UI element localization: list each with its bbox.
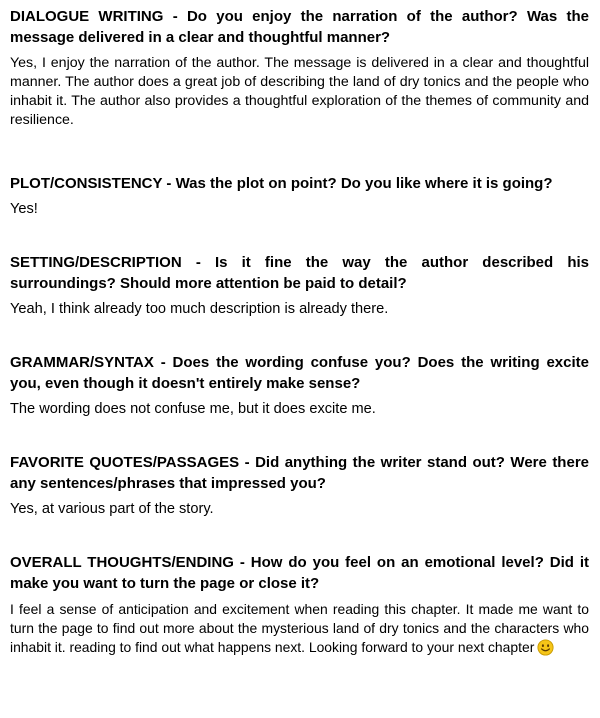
section-answer: [10, 600, 589, 661]
section-answer: Yes, at various part of the story.: [10, 501, 214, 517]
spacer: [10, 419, 589, 452]
section-favorite-quotes: [10, 452, 589, 519]
section-heading: OVERALL THOUGHTS/ENDING - How do you feel on an emotional level? Did it make you want to turn the page or close it?: [10, 554, 589, 592]
section-heading: FAVORITE QUOTES/PASSAGES - Did anything the writer stand out? Were there any sentences/phrases that impressed you?: [10, 454, 589, 492]
section-setting-description: [10, 252, 589, 319]
section-overall-thoughts: [10, 552, 589, 661]
spacer: [10, 219, 589, 252]
review-document: [10, 6, 589, 661]
smiling-face-icon: [537, 639, 554, 661]
section-answer-text: I feel a sense of anticipation and excitement when reading this chapter. It made me want to turn the page to find out more about the mysterious land of dry tonics and the characters who inhabit it. reading to find out what happens next. Looking forward to your next chapter: [10, 601, 589, 655]
section-answer: Yes!: [10, 201, 38, 217]
section-answer: Yes, I enjoy the narration of the author. The message is delivered in a clear and thoughtful manner. The author does a great job of describing the land of dry tonics and the people who inhabit it. The author also provides a thoughtful exploration of the themes of community and resilience.: [10, 55, 589, 128]
section-plot-consistency: [10, 173, 589, 219]
section-heading: DIALOGUE WRITING - Do you enjoy the narration of the author? Was the message delivered in a clear and thoughtful manner?: [10, 8, 589, 46]
section-answer: The wording does not confuse me, but it does excite me.: [10, 401, 376, 417]
section-heading: PLOT/CONSISTENCY - Was the plot on point? Do you like where it is going?: [10, 175, 553, 192]
section-answer: Yeah, I think already too much description is already there.: [10, 301, 389, 317]
spacer: [10, 519, 589, 552]
spacer: [10, 130, 589, 173]
section-heading: GRAMMAR/SYNTAX - Does the wording confuse you? Does the writing excite you, even though it doesn't entirely make sense?: [10, 354, 589, 392]
section-dialogue-writing: [10, 6, 589, 130]
section-heading: SETTING/DESCRIPTION - Is it fine the way the author described his surroundings? Should more attention be paid to detail?: [10, 254, 589, 292]
spacer: [10, 319, 589, 352]
section-grammar-syntax: [10, 352, 589, 419]
